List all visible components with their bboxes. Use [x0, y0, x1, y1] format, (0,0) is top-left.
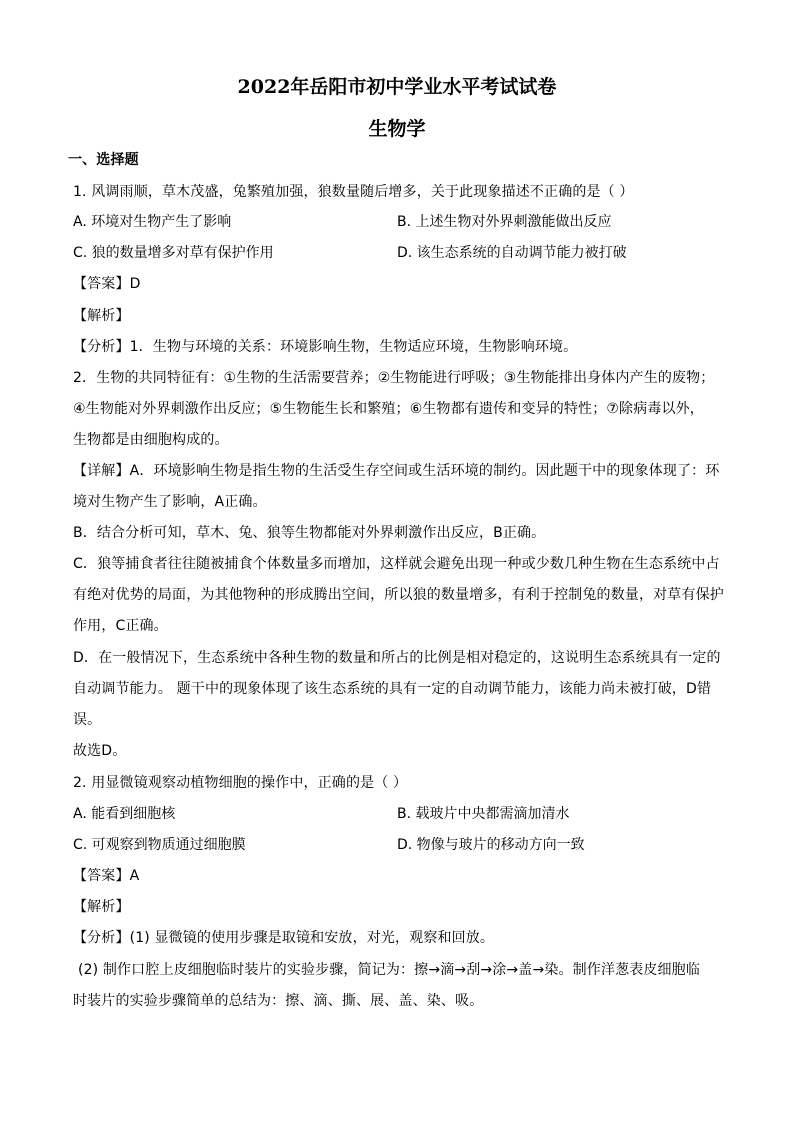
- q1-conclusion: 故选D。: [73, 743, 127, 759]
- q2-option-d: D. 物像与玻片的移动方向一致: [397, 837, 585, 853]
- q1-option-c: C. 狼的数量增多对草有保护作用: [73, 245, 274, 261]
- q1-analysis-line: 【分析】1．生物与环境的关系：环境影响生物，生物适应环境，生物影响环境。: [73, 339, 578, 355]
- subject-title: 生物学: [368, 118, 426, 140]
- q1-analysis-line: ④生物能对外界刺激作出反应；⑤生物能生长和繁殖；⑥生物都有遗传和变异的特性；⑦除病毒以外，: [73, 401, 704, 417]
- q1-detail-line: 作用，C正确。: [73, 618, 168, 634]
- q1-detail-line: 【详解】A．环境影响生物是指生物的生活受生存空间或生活环境的制约。因此题干中的现象体现了：环: [73, 463, 720, 479]
- q2-jiexi-label: 【解析】: [73, 899, 130, 915]
- q1-jiexi-label: 【解析】: [73, 308, 130, 324]
- q1-analysis-line: 2．生物的共同特征有：①生物的生活需要营养；②生物能进行呼吸；③生物能排出身体内产生的废物；: [73, 370, 715, 386]
- q1-detail-line: C．狼等捕食者往往随被捕食个体数量多而增加，这样就会避免出现一种或少数几种生物在生态系统中占: [73, 556, 720, 572]
- q1-answer: 【答案】D: [73, 276, 141, 292]
- q2-option-a: A. 能看到细胞核: [73, 806, 176, 822]
- q1-detail-line: 境对生物产生了影响，A正确。: [73, 494, 267, 510]
- q1-detail-line: 有绝对优势的局面，为其他物种的形成腾出空间，所以狼的数量增多，有利于控制兔的数量，对草有保护: [73, 587, 724, 603]
- q1-detail-line: 误。: [73, 712, 102, 728]
- q2-analysis-line: (2) 制作口腔上皮细胞临时装片的实验步骤，简记为：擦→滴→刮→涂→盖→染。制作洋葱表皮细胞临: [78, 962, 700, 978]
- q2-answer: 【答案】A: [73, 868, 140, 884]
- q1-stem: 1. 风调雨顺，草木茂盛，兔繁殖加强，狼数量随后增多，关于此现象描述不正确的是（ ）: [73, 184, 634, 200]
- q2-option-b: B. 载玻片中央都需滴加清水: [397, 806, 570, 822]
- q2-stem: 2. 用显微镜观察动植物细胞的操作中，正确的是（ ）: [73, 775, 408, 791]
- q2-option-c: C. 可观察到物质通过细胞膜: [73, 837, 246, 853]
- q1-detail-line: B．结合分析可知，草木、兔、狼等生物都能对外界刺激作出反应，B正确。: [73, 525, 546, 541]
- q1-option-b: B. 上述生物对外界刺激能做出反应: [397, 214, 612, 230]
- q1-analysis-line: 生物都是由细胞构成的。: [73, 432, 229, 448]
- exam-title: 2022年岳阳市初中学业水平考试试卷: [237, 76, 557, 98]
- q2-analysis-line: 时装片的实验步骤简单的总结为：擦、滴、撕、展、盖、染、吸。: [73, 993, 484, 1009]
- section-heading: 一、选择题: [68, 152, 139, 168]
- q1-option-a: A. 环境对生物产生了影响: [73, 214, 232, 230]
- q1-detail-line: 自动调节能力。 题干中的现象体现了该生态系统的具有一定的自动调节能力，该能力尚未被打破，D错: [73, 681, 712, 697]
- q2-analysis-line: 【分析】(1) 显微镜的使用步骤是取镜和安放，对光，观察和回放。: [73, 930, 495, 946]
- q1-detail-line: D．在一般情况下，生态系统中各种生物的数量和所占的比例是相对稳定的，这说明生态系统具有一定的: [73, 650, 721, 666]
- q1-option-d: D. 该生态系统的自动调节能力被打破: [397, 245, 627, 261]
